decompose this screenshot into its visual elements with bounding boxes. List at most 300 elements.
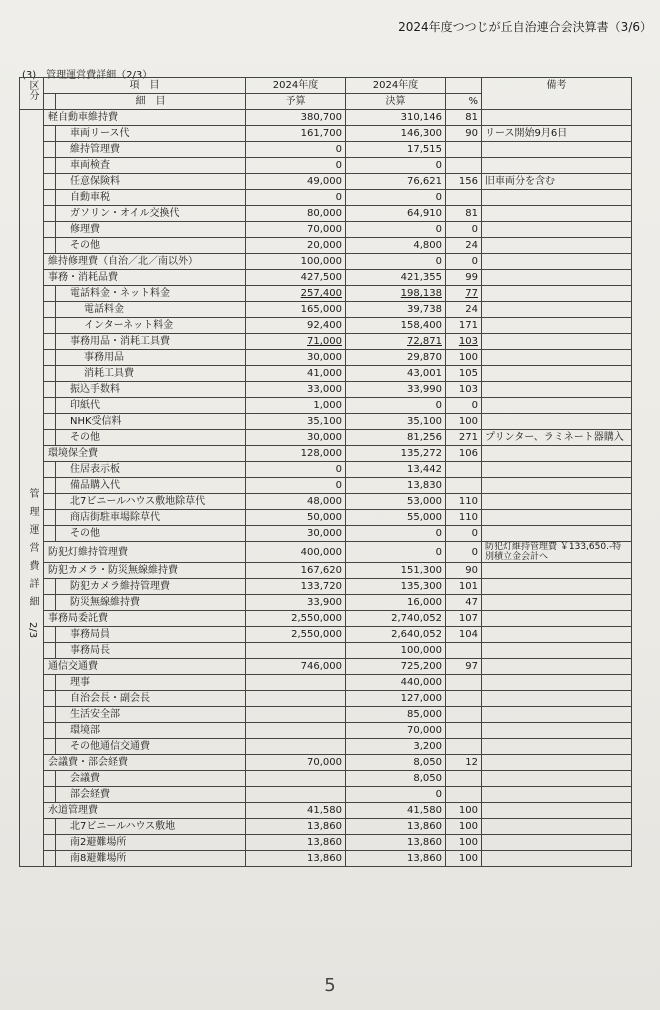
percent-value: 0 [446, 254, 482, 270]
remarks-value: プリンター、ラミネート器購入 [482, 430, 632, 446]
indent-cell [44, 675, 56, 691]
table-row [20, 643, 632, 659]
table-row [20, 579, 632, 595]
actual-value: 100,000 [346, 643, 446, 659]
budget-value: 71,000 [246, 334, 346, 350]
item-name: 環境部 [56, 723, 246, 739]
budget-value: 1,000 [246, 398, 346, 414]
table-row [20, 430, 632, 446]
percent-value: 0 [446, 398, 482, 414]
budget-value: 41,000 [246, 366, 346, 382]
percent-value: 90 [446, 126, 482, 142]
budget-value: 0 [246, 462, 346, 478]
item-name: 電話料金 [56, 302, 246, 318]
table-row [20, 835, 632, 851]
budget-value [246, 771, 346, 787]
percent-value: 103 [446, 334, 482, 350]
remarks-value [482, 627, 632, 643]
indent-cell [44, 595, 56, 611]
indent-cell [44, 851, 56, 867]
table-row [20, 222, 632, 238]
header-budget-year: 2024年度 [246, 78, 346, 94]
table-row [20, 110, 632, 126]
indent-cell [44, 142, 56, 158]
indent-cell [44, 739, 56, 755]
header-kubun: 区分 [20, 78, 44, 110]
budget-value: 165,000 [246, 302, 346, 318]
remarks-value [482, 643, 632, 659]
remarks-value [482, 270, 632, 286]
actual-value: 198,138 [346, 286, 446, 302]
remarks-value [482, 739, 632, 755]
table-row [20, 238, 632, 254]
table-row [20, 366, 632, 382]
indent-cell [44, 526, 56, 542]
indent-cell [44, 691, 56, 707]
actual-value: 64,910 [346, 206, 446, 222]
percent-value: 100 [446, 803, 482, 819]
actual-value: 0 [346, 222, 446, 238]
indent-cell [44, 334, 56, 350]
remarks-value [482, 819, 632, 835]
percent-value [446, 142, 482, 158]
remarks-value: リース開始9月6日 [482, 126, 632, 142]
table-row [20, 174, 632, 190]
header-spacer [44, 94, 56, 110]
document-title: 2024年度つつじが丘自治連合会決算書（3/6） [398, 20, 652, 34]
percent-value: 271 [446, 430, 482, 446]
table-row [20, 382, 632, 398]
percent-value: 100 [446, 350, 482, 366]
remarks-value [482, 659, 632, 675]
remarks-value [482, 707, 632, 723]
category-label: 管理運営費詳細 [27, 487, 38, 614]
indent-cell [44, 238, 56, 254]
actual-value: 146,300 [346, 126, 446, 142]
table-row [20, 270, 632, 286]
remarks-value [482, 851, 632, 867]
actual-value: 16,000 [346, 595, 446, 611]
indent-cell [44, 206, 56, 222]
actual-value: 70,000 [346, 723, 446, 739]
budget-table [19, 77, 632, 867]
table-row [20, 723, 632, 739]
item-name: 維持管理費 [56, 142, 246, 158]
item-name: 事務局長 [56, 643, 246, 659]
table-row [20, 334, 632, 350]
budget-value: 0 [246, 158, 346, 174]
indent-cell [44, 286, 56, 302]
remarks-value [482, 510, 632, 526]
table-row [20, 659, 632, 675]
budget-value: 400,000 [246, 542, 346, 563]
item-name: 自動車税 [56, 190, 246, 206]
table-row [20, 851, 632, 867]
item-name: 防災無線維持費 [56, 595, 246, 611]
table-row [20, 190, 632, 206]
remarks-value [482, 366, 632, 382]
remarks-value [482, 526, 632, 542]
item-name: 備品購入代 [56, 478, 246, 494]
budget-value [246, 739, 346, 755]
actual-value: 2,640,052 [346, 627, 446, 643]
item-name: 車両リース代 [56, 126, 246, 142]
table-row [20, 350, 632, 366]
remarks-value [482, 771, 632, 787]
header-actual-label: 決算 [346, 94, 446, 110]
budget-value: 30,000 [246, 526, 346, 542]
budget-value [246, 723, 346, 739]
table-row [20, 627, 632, 643]
remarks-value [482, 302, 632, 318]
actual-value: 158,400 [346, 318, 446, 334]
remarks-value [482, 835, 632, 851]
item-name: 電話料金・ネット料金 [56, 286, 246, 302]
remarks-value [482, 755, 632, 771]
indent-cell [44, 835, 56, 851]
table-row [20, 494, 632, 510]
table-row [20, 254, 632, 270]
indent-cell [44, 302, 56, 318]
indent-cell [44, 414, 56, 430]
indent-cell [44, 819, 56, 835]
actual-value: 310,146 [346, 110, 446, 126]
budget-value: 427,500 [246, 270, 346, 286]
actual-value: 0 [346, 158, 446, 174]
percent-value: 12 [446, 755, 482, 771]
remarks-value [482, 286, 632, 302]
table-row [20, 206, 632, 222]
budget-value: 30,000 [246, 430, 346, 446]
remarks-value [482, 318, 632, 334]
actual-value: 29,870 [346, 350, 446, 366]
table-row [20, 707, 632, 723]
percent-value: 100 [446, 851, 482, 867]
indent-cell [44, 350, 56, 366]
indent-cell [44, 158, 56, 174]
header-actual-year: 2024年度 [346, 78, 446, 94]
actual-value: 725,200 [346, 659, 446, 675]
percent-value: 171 [446, 318, 482, 334]
actual-value: 76,621 [346, 174, 446, 190]
item-name: 事務局委託費 [44, 611, 246, 627]
percent-value [446, 478, 482, 494]
actual-value: 17,515 [346, 142, 446, 158]
remarks-value [482, 206, 632, 222]
actual-value: 13,442 [346, 462, 446, 478]
remarks-value [482, 350, 632, 366]
percent-value: 100 [446, 819, 482, 835]
budget-value: 257,400 [246, 286, 346, 302]
actual-value: 13,860 [346, 819, 446, 835]
budget-value: 49,000 [246, 174, 346, 190]
percent-value: 106 [446, 446, 482, 462]
percent-value: 47 [446, 595, 482, 611]
percent-value: 0 [446, 222, 482, 238]
remarks-value [482, 158, 632, 174]
indent-cell [44, 510, 56, 526]
indent-cell [44, 494, 56, 510]
budget-value: 0 [246, 190, 346, 206]
actual-value: 55,000 [346, 510, 446, 526]
percent-value [446, 787, 482, 803]
table-row [20, 462, 632, 478]
percent-value: 0 [446, 542, 482, 563]
item-name: 会議費 [56, 771, 246, 787]
remarks-value [482, 398, 632, 414]
table-row [20, 302, 632, 318]
budget-value: 746,000 [246, 659, 346, 675]
budget-value: 2,550,000 [246, 627, 346, 643]
item-name: 通信交通費 [44, 659, 246, 675]
table-row [20, 787, 632, 803]
section-title: (3) 管理運営費詳細（2/3） [22, 70, 153, 81]
budget-value: 20,000 [246, 238, 346, 254]
actual-value: 72,871 [346, 334, 446, 350]
remarks-value: 旧車両分を含む [482, 174, 632, 190]
table-row [20, 318, 632, 334]
budget-value: 380,700 [246, 110, 346, 126]
indent-cell [44, 174, 56, 190]
table-row [20, 563, 632, 579]
percent-value: 104 [446, 627, 482, 643]
budget-value: 80,000 [246, 206, 346, 222]
table-row [20, 158, 632, 174]
table-row [20, 414, 632, 430]
remarks-value [482, 494, 632, 510]
item-name: 水道管理費 [44, 803, 246, 819]
indent-cell [44, 643, 56, 659]
actual-value: 41,580 [346, 803, 446, 819]
percent-value [446, 739, 482, 755]
table-row [20, 819, 632, 835]
percent-value: 110 [446, 510, 482, 526]
header-row-1 [20, 78, 632, 94]
remarks-value [482, 787, 632, 803]
actual-value: 0 [346, 542, 446, 563]
item-name: NHK受信料 [56, 414, 246, 430]
remarks-value [482, 382, 632, 398]
item-name: 維持修理費（自治／北／南以外） [44, 254, 246, 270]
budget-value: 30,000 [246, 350, 346, 366]
table-row [20, 526, 632, 542]
budget-value: 2,550,000 [246, 611, 346, 627]
item-name: 理事 [56, 675, 246, 691]
item-name: 部会経費 [56, 787, 246, 803]
percent-value [446, 691, 482, 707]
item-name: 自治会長・副会長 [56, 691, 246, 707]
budget-value: 161,700 [246, 126, 346, 142]
item-name: 会議費・部会経費 [44, 755, 246, 771]
remarks-value [482, 691, 632, 707]
table-row [20, 478, 632, 494]
header-saimoku: 細 目 [56, 94, 246, 110]
table-row [20, 739, 632, 755]
percent-value [446, 158, 482, 174]
remarks-value [482, 238, 632, 254]
item-name: インターネット料金 [56, 318, 246, 334]
remarks-value: 防犯灯維持管理費 ￥133,650.-特別積立金会計へ [482, 542, 632, 563]
indent-cell [44, 771, 56, 787]
budget-value: 167,620 [246, 563, 346, 579]
category-cell [20, 110, 44, 867]
item-name: 環境保全費 [44, 446, 246, 462]
header-budget-label: 予算 [246, 94, 346, 110]
actual-value: 33,990 [346, 382, 446, 398]
remarks-value [482, 803, 632, 819]
item-name: 印紙代 [56, 398, 246, 414]
remarks-value [482, 478, 632, 494]
percent-value: 0 [446, 526, 482, 542]
remarks-value [482, 254, 632, 270]
budget-value: 50,000 [246, 510, 346, 526]
table-row [20, 611, 632, 627]
category-page-label: 2/3 [27, 621, 38, 639]
item-name: 商店街駐車場除草代 [56, 510, 246, 526]
remarks-value [482, 579, 632, 595]
budget-value [246, 643, 346, 659]
item-name: 生活安全部 [56, 707, 246, 723]
actual-value: 85,000 [346, 707, 446, 723]
table-row [20, 542, 632, 563]
budget-value: 0 [246, 478, 346, 494]
budget-value: 13,860 [246, 835, 346, 851]
item-name: 防犯灯維持管理費 [44, 542, 246, 563]
item-name: 北7ビニールハウス敷地 [56, 819, 246, 835]
header-pct-blank [446, 78, 482, 94]
budget-value: 33,900 [246, 595, 346, 611]
remarks-value [482, 110, 632, 126]
actual-value: 81,256 [346, 430, 446, 446]
actual-value: 53,000 [346, 494, 446, 510]
item-name: 任意保険料 [56, 174, 246, 190]
budget-value [246, 707, 346, 723]
item-name: 事務用品 [56, 350, 246, 366]
item-name: ガソリン・オイル交換代 [56, 206, 246, 222]
actual-value: 151,300 [346, 563, 446, 579]
actual-value: 43,001 [346, 366, 446, 382]
actual-value: 0 [346, 787, 446, 803]
actual-value: 0 [346, 190, 446, 206]
header-remarks: 備考 [482, 78, 632, 110]
percent-value: 100 [446, 414, 482, 430]
remarks-value [482, 611, 632, 627]
header-koumoku: 項 目 [44, 78, 246, 94]
remarks-value [482, 414, 632, 430]
item-name: 防犯カメラ・防災無線維持費 [44, 563, 246, 579]
indent-cell [44, 787, 56, 803]
remarks-value [482, 222, 632, 238]
actual-value: 0 [346, 398, 446, 414]
table-row [20, 771, 632, 787]
budget-value: 33,000 [246, 382, 346, 398]
percent-value [446, 771, 482, 787]
page-number: 5 [324, 975, 336, 996]
table-row [20, 595, 632, 611]
indent-cell [44, 398, 56, 414]
percent-value: 90 [446, 563, 482, 579]
table-row [20, 755, 632, 771]
indent-cell [44, 462, 56, 478]
actual-value: 0 [346, 526, 446, 542]
budget-value: 35,100 [246, 414, 346, 430]
indent-cell [44, 382, 56, 398]
table-row [20, 510, 632, 526]
item-name: 北7ビニールハウス敷地除草代 [56, 494, 246, 510]
percent-value: 156 [446, 174, 482, 190]
budget-value: 70,000 [246, 755, 346, 771]
actual-value: 4,800 [346, 238, 446, 254]
item-name: 事務用品・消耗工具費 [56, 334, 246, 350]
percent-value: 107 [446, 611, 482, 627]
percent-value: 77 [446, 286, 482, 302]
item-name: その他 [56, 238, 246, 254]
budget-value: 100,000 [246, 254, 346, 270]
remarks-value [482, 190, 632, 206]
indent-cell [44, 430, 56, 446]
indent-cell [44, 627, 56, 643]
table-row [20, 675, 632, 691]
actual-value: 8,050 [346, 755, 446, 771]
actual-value: 13,860 [346, 851, 446, 867]
item-name: 消耗工具費 [56, 366, 246, 382]
actual-value: 421,355 [346, 270, 446, 286]
percent-value: 81 [446, 110, 482, 126]
item-name: その他 [56, 526, 246, 542]
percent-value: 100 [446, 835, 482, 851]
budget-value: 133,720 [246, 579, 346, 595]
remarks-value [482, 595, 632, 611]
actual-value: 2,740,052 [346, 611, 446, 627]
remarks-value [482, 142, 632, 158]
table-row [20, 126, 632, 142]
indent-cell [44, 126, 56, 142]
actual-value: 13,860 [346, 835, 446, 851]
indent-cell [44, 222, 56, 238]
percent-value [446, 707, 482, 723]
indent-cell [44, 707, 56, 723]
budget-value: 13,860 [246, 819, 346, 835]
indent-cell [44, 318, 56, 334]
remarks-value [482, 563, 632, 579]
percent-value: 81 [446, 206, 482, 222]
indent-cell [44, 579, 56, 595]
actual-value: 135,300 [346, 579, 446, 595]
percent-value: 99 [446, 270, 482, 286]
actual-value: 8,050 [346, 771, 446, 787]
budget-value: 70,000 [246, 222, 346, 238]
percent-value [446, 643, 482, 659]
table-row [20, 446, 632, 462]
remarks-value [482, 446, 632, 462]
budget-value: 128,000 [246, 446, 346, 462]
percent-value [446, 675, 482, 691]
budget-value [246, 691, 346, 707]
actual-value: 440,000 [346, 675, 446, 691]
item-name: 修理費 [56, 222, 246, 238]
budget-value: 92,400 [246, 318, 346, 334]
budget-value [246, 675, 346, 691]
table-row [20, 398, 632, 414]
table-row [20, 142, 632, 158]
budget-value [246, 787, 346, 803]
percent-value: 101 [446, 579, 482, 595]
item-name: 車両検査 [56, 158, 246, 174]
percent-value: 97 [446, 659, 482, 675]
header-percent: % [446, 94, 482, 110]
item-name: 防犯カメラ維持管理費 [56, 579, 246, 595]
item-name: 南8避難場所 [56, 851, 246, 867]
